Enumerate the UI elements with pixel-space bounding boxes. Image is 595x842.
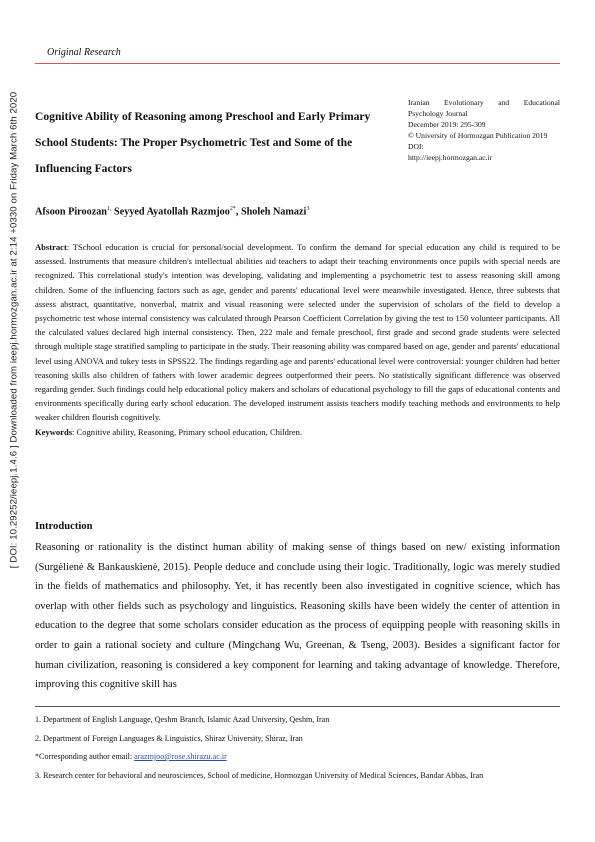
journal-name-line: Iranian Evolutionary and Educational [408, 98, 560, 107]
journal-name-line-2: Psychology Journal [408, 109, 468, 118]
author-name: Seyyed Ayatollah Razmjoo [111, 206, 230, 218]
download-note: [ DOI: 10.29252/ieepj.1.4.6 ] Downloaded from ieepj.hormozgan.ac.ir at 2:14 +0330 on Friday March 6th 2020 [8, 91, 20, 569]
author-affiliation-mark: 2* [229, 206, 236, 212]
keywords-label: Keywords [35, 426, 73, 437]
footnote-rule [35, 706, 560, 707]
journal-url[interactable]: http://ieepj.hormozgan.ac.ir [408, 153, 493, 162]
footnote-1: 1. Department of English Language, Qeshm Branch, Islamic Azad University, Qeshm, Iran [35, 715, 330, 724]
journal-copyright: © University of Hormozgan Publication 2019 [408, 131, 548, 140]
footnote-3: 3. Research center for behavioral and neurosciences, School of medicine, Hormozgan University of Medical Sciences, Bandar Abbas, Iran [35, 770, 484, 780]
author-list [35, 206, 309, 217]
author-name: , Sholeh Namazi [235, 206, 307, 218]
abstract [35, 240, 560, 439]
corresponding-author [35, 751, 560, 763]
keywords [35, 425, 560, 439]
abstract-label: Abstract [35, 242, 67, 252]
journal-issue: December 2019: 295-309 [408, 120, 486, 129]
section-label: Original Research [47, 47, 121, 58]
author-affiliation-mark: 3 [306, 206, 310, 212]
header-rule [35, 63, 560, 64]
journal-info [408, 97, 560, 163]
author-affiliation-mark: 1, [106, 206, 112, 212]
corresponding-author-label: *Corresponding author email: [35, 752, 135, 761]
corresponding-email-link[interactable]: arazmjoo@rose.shirazu.ac.ir [134, 752, 227, 761]
introduction-text: Reasoning or rationality is the distinct human ability of making sense of things based on new/ existing information (Surgėlienė & Bankauskienė, 2015). People deduce and conclude using their logic. Traditionally, logic was merely studied in the fields of mathematics and philosophy. Yet, it has recently been also investigated in cognitive science, which has overlap with other fields such as psychology and linguistics. Reasoning skills have been widely the center of attention in education to the degree that some scholars consider education as the process of equipping people with reasoning skills in order to gain a rational society and culture (Mingchang Wu, Greenan, & Tseng, 2003). Besides a significant factor for human civilization, reasoning is considered a key component for learning and taking advantage of knowledge. Therefore, improving this cognitive skill has [35, 542, 560, 691]
footnotes [35, 714, 560, 788]
keywords-text: : Cognitive ability, Reasoning, Primary school education, Children. [72, 426, 302, 437]
abstract-text: : TSchool education is crucial for personal/social development. To confirm the demand for special education any child is required to be assessed. Instruments that measure children's intellectual abilities aid teachers to adapt their teaching environments once pupils with special needs are recognized. This correlational study's intention was developing, validating and implementing a psychometric test to assess reasoning skill among children. Some of the influencing factors such as age, gender and parents' educational level were meanwhile investigated. Hence, three subtests that assess abstract, quantitative, nonverbal, matrix and visual reasoning were selected under the supervision of scholars of the field to develop a psychometric test whose internal consistency was calculated through Pearson Coefficient Correlation by giving the test to 150 volunteer participants. All the calculated values declared high internal consistency. Then, 222 male and female preschool, first grade and second grade students were selected through multiple stage stratified sampling to participate in the study. Their reasoning ability was compared based on age, gender and parents' educational level using ANOVA and tukey tests in SPSS22. The findings regarding age and parents' educational level were controversial: younger children had better reasoning skills also children of fathers with lower academic degrees outperformed their peers. No statistically significant difference was observed regarding gender. Such findings could help educational policy makers and scholars of educational psychology to fill the gaps of educational contents and environments specifically during early school education. The developed instrument assists teachers modify teaching methods and environments to help weaker children flourish cognitively. [35, 242, 560, 423]
introduction-heading: Introduction [35, 521, 93, 532]
author-name: Afsoon Piroozan [35, 206, 107, 218]
paper-title: Cognitive Ability of Reasoning among Preschool and Early Primary School Students: The Proper Psychometric Test and Some of the Influencing Factors [35, 110, 371, 175]
footnote-2: 2. Department of Foreign Languages & Linguistics, Shiraz University, Shiraz, Iran [35, 733, 303, 743]
journal-doi: DOI: [408, 142, 424, 151]
download-sidebar [3, 60, 25, 600]
